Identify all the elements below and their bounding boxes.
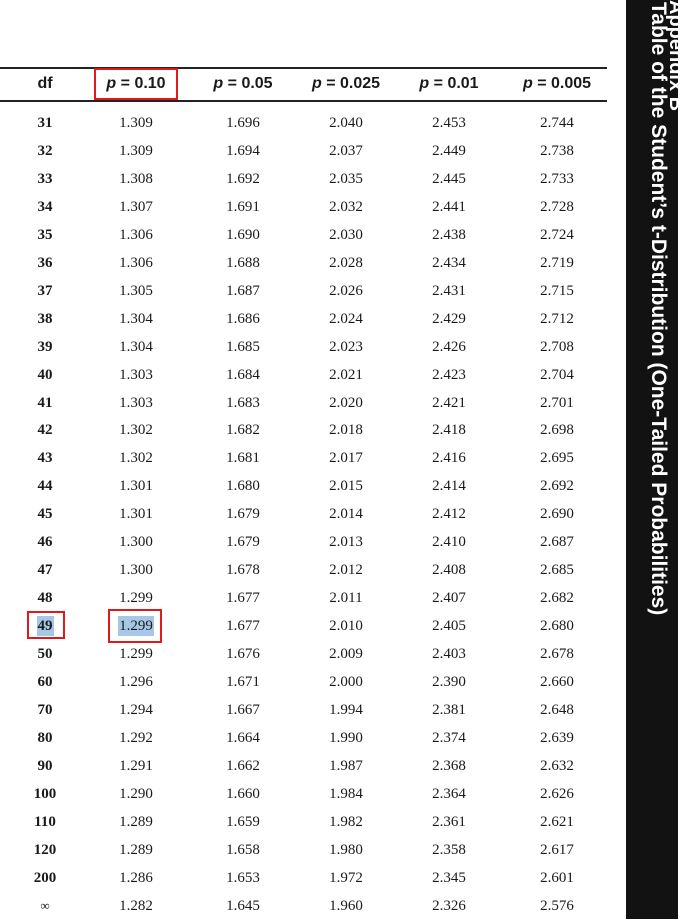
p-symbol: p (311, 75, 322, 92)
df-cell: 100 (33, 785, 57, 802)
df-cell: 41 (37, 394, 53, 411)
table-row (0, 500, 607, 528)
value-p-0025: 2.021 (329, 366, 363, 383)
selected-df-value: 49 (37, 618, 53, 635)
value-p-001: 2.421 (432, 394, 466, 411)
df-cell: 34 (37, 198, 53, 215)
value-p-0005: 2.724 (540, 226, 574, 243)
df-cell: 37 (37, 282, 53, 299)
df-cell (15, 612, 75, 640)
value-p-010: 1.305 (119, 282, 153, 299)
table-title: Table of the Student’s t-Distribution (One-Tailed Probabilities) (647, 2, 670, 616)
value-p-005: 1.683 (226, 394, 260, 411)
header-rule (0, 100, 607, 102)
value-p-005: 1.682 (226, 422, 260, 439)
table-row (0, 361, 607, 389)
df-cell: 40 (37, 366, 53, 383)
value-p-005: 1.680 (226, 478, 260, 495)
value-p-001: 2.374 (432, 729, 466, 746)
value-p-0005: 2.712 (540, 310, 574, 327)
value-p-0025: 2.020 (329, 394, 363, 411)
value-p-0005: 2.632 (540, 757, 574, 774)
value-p-001: 2.414 (432, 478, 466, 495)
header-label: = 0.025 (321, 75, 381, 92)
value-p-0025: 1.987 (329, 757, 363, 774)
value-p-0025: 2.009 (329, 646, 363, 663)
value-p-010: 1.294 (119, 701, 153, 718)
value-p-010: 1.282 (119, 897, 153, 914)
value-p-005: 1.685 (226, 338, 260, 355)
value-p-0005: 2.704 (540, 366, 574, 383)
table-row (0, 472, 607, 500)
header-label: = 0.01 (429, 75, 479, 92)
value-p-005: 1.653 (226, 869, 260, 886)
header-label: = 0.005 (532, 75, 592, 92)
value-p-010: 1.300 (119, 534, 153, 551)
value-p-001: 2.438 (432, 226, 466, 243)
value-p-001: 2.408 (432, 562, 466, 579)
value-p-001: 2.449 (432, 142, 466, 159)
value-p-0005: 2.698 (540, 422, 574, 439)
table-row (0, 752, 607, 780)
value-p-005: 1.690 (226, 226, 260, 243)
table-row (0, 165, 607, 193)
value-p-001: 2.431 (432, 282, 466, 299)
value-p-0005: 2.685 (540, 562, 574, 579)
df-cell: 48 (37, 590, 53, 607)
table-row (0, 668, 607, 696)
value-p-005: 1.645 (226, 897, 260, 914)
value-p-010: 1.301 (119, 478, 153, 495)
value-p-0025: 2.000 (329, 674, 363, 690)
value-p-0025: 2.035 (329, 170, 363, 187)
df-cell: 31 (37, 115, 53, 131)
value-p-001: 2.381 (432, 701, 466, 718)
header-p-010 (95, 69, 177, 99)
value-p-001: 2.426 (432, 338, 466, 355)
value-p-005: 1.662 (226, 757, 260, 774)
table-row (0, 724, 607, 752)
df-cell: 90 (37, 757, 53, 774)
df-cell: 46 (37, 534, 53, 551)
table-row (0, 277, 607, 305)
df-cell: 47 (37, 562, 53, 579)
value-p-001: 2.434 (432, 254, 466, 271)
table-row (0, 416, 607, 444)
value-p-0005: 2.692 (540, 478, 574, 495)
table-row (0, 444, 607, 472)
value-p-010: 1.300 (119, 562, 153, 579)
value-p-005: 1.677 (226, 590, 260, 607)
value-p-010: 1.289 (119, 813, 153, 830)
value-p-0005: 2.690 (540, 506, 574, 523)
value-p-0025: 1.972 (329, 869, 363, 886)
table-row (0, 696, 607, 724)
value-p-0005: 2.639 (540, 729, 574, 746)
table-row (0, 389, 607, 417)
header-p-0005 (510, 69, 604, 99)
value-p-001: 2.358 (432, 841, 466, 858)
value-p-001: 2.445 (432, 170, 466, 187)
value-p-001: 2.368 (432, 757, 466, 774)
df-cell: 110 (34, 813, 56, 830)
value-p-001: 2.403 (432, 646, 466, 663)
value-p-0025: 2.026 (329, 282, 363, 299)
value-p-0005: 2.687 (540, 534, 574, 551)
value-p-001: 2.361 (432, 813, 466, 830)
value-p-010: 1.301 (119, 506, 153, 523)
value-p-0025: 2.011 (329, 590, 363, 607)
appendix-banner (626, 0, 687, 919)
value-p-0025: 1.994 (329, 701, 363, 718)
df-cell: 36 (37, 254, 53, 271)
value-p-0025: 2.010 (329, 618, 363, 635)
value-p-010 (106, 612, 166, 640)
table-row (0, 109, 607, 137)
value-p-005: 1.679 (226, 534, 260, 551)
value-p-010: 1.291 (119, 757, 153, 774)
value-p-0025: 1.980 (329, 841, 363, 858)
appendix-label: Appendix B (665, 0, 687, 112)
value-p-001: 2.429 (432, 310, 466, 327)
value-p-0005: 2.719 (540, 254, 574, 271)
value-p-005: 1.664 (226, 729, 260, 746)
df-cell: 200 (33, 869, 57, 886)
df-cell: 43 (37, 450, 53, 467)
value-p-001: 2.364 (432, 785, 466, 802)
value-p-010: 1.307 (119, 198, 153, 215)
df-cell: 33 (37, 170, 53, 187)
value-p-0005: 2.648 (540, 701, 574, 718)
value-p-005: 1.686 (226, 310, 260, 327)
value-p-0025: 2.015 (329, 478, 363, 495)
value-p-0025: 2.040 (329, 115, 363, 131)
value-p-005: 1.659 (226, 813, 260, 830)
value-p-001: 2.416 (432, 450, 466, 467)
value-p-0025: 1.960 (329, 897, 363, 914)
value-p-010: 1.304 (119, 310, 153, 327)
table-header (0, 69, 607, 99)
value-p-0005: 2.738 (540, 142, 574, 159)
value-p-010: 1.299 (119, 590, 153, 607)
df-cell: 35 (37, 226, 53, 243)
value-p-001: 2.418 (432, 422, 466, 439)
value-p-010: 1.292 (119, 729, 153, 746)
value-p-0025: 1.982 (329, 813, 363, 830)
value-p-0025: 2.030 (329, 226, 363, 243)
header-label: = 0.10 (116, 75, 166, 92)
value-p-0025: 2.028 (329, 254, 363, 271)
table-row (0, 780, 607, 808)
value-p-001: 2.405 (432, 618, 466, 635)
value-p-010: 1.303 (119, 394, 153, 411)
value-p-0025: 2.023 (329, 338, 363, 355)
value-p-010: 1.299 (119, 646, 153, 663)
value-p-0025: 2.012 (329, 562, 363, 579)
value-p-0025: 2.018 (329, 422, 363, 439)
value-p-010: 1.296 (119, 674, 153, 690)
value-p-001: 2.345 (432, 869, 466, 886)
value-p-0005: 2.715 (540, 282, 574, 299)
value-p-005: 1.684 (226, 366, 260, 383)
value-p-005: 1.692 (226, 170, 260, 187)
df-cell: 42 (37, 422, 53, 439)
value-p-005: 1.694 (226, 142, 260, 159)
header-df (25, 69, 65, 99)
value-p-0025: 2.037 (329, 142, 363, 159)
value-p-0025: 1.990 (329, 729, 363, 746)
df-cell: 45 (37, 506, 53, 523)
df-cell: 32 (37, 142, 53, 159)
value-p-010: 1.302 (119, 450, 153, 467)
table-row (0, 528, 607, 556)
table-row (0, 249, 607, 277)
header-label: df (37, 75, 53, 92)
value-p-0025: 2.032 (329, 198, 363, 215)
table-row (0, 612, 607, 640)
value-p-010: 1.304 (119, 338, 153, 355)
value-p-005: 1.677 (226, 618, 260, 635)
value-p-0005: 2.576 (540, 897, 574, 914)
value-p-0005: 2.660 (540, 674, 574, 690)
value-p-0005: 2.733 (540, 170, 574, 187)
value-p-005: 1.688 (226, 254, 260, 271)
table-row (0, 333, 607, 361)
df-cell: 38 (37, 310, 53, 327)
value-p-0005: 2.682 (540, 590, 574, 607)
df-cell: 120 (33, 841, 57, 858)
value-p-005: 1.658 (226, 841, 260, 858)
selected-critical-value: 1.299 (119, 618, 153, 635)
value-p-0005: 2.728 (540, 198, 574, 215)
table-row (0, 892, 607, 920)
value-p-005: 1.691 (226, 198, 260, 215)
value-p-0005: 2.708 (540, 338, 574, 355)
value-p-0005: 2.695 (540, 450, 574, 467)
value-p-0005: 2.678 (540, 646, 574, 663)
value-p-010: 1.308 (119, 170, 153, 187)
header-p-001 (407, 69, 491, 99)
value-p-001: 2.441 (432, 198, 466, 215)
value-p-010: 1.286 (119, 869, 153, 886)
value-p-010: 1.306 (119, 226, 153, 243)
value-p-010: 1.289 (119, 841, 153, 858)
value-p-0025: 2.013 (329, 534, 363, 551)
value-p-010: 1.302 (119, 422, 153, 439)
value-p-001: 2.410 (432, 534, 466, 551)
value-p-005: 1.687 (226, 282, 260, 299)
value-p-005: 1.671 (226, 674, 260, 690)
p-symbol: p (213, 75, 224, 92)
value-p-0025: 2.014 (329, 506, 363, 523)
table-row (0, 221, 607, 249)
value-p-0005: 2.621 (540, 813, 574, 830)
p-symbol: p (106, 75, 117, 92)
value-p-0005: 2.680 (540, 618, 574, 635)
value-p-0025: 1.984 (329, 785, 363, 802)
header-p-0025 (300, 69, 392, 99)
value-p-0005: 2.617 (540, 841, 574, 858)
df-cell: 70 (37, 701, 53, 718)
p-symbol: p (419, 75, 430, 92)
value-p-0005: 2.601 (540, 869, 574, 886)
value-p-0005: 2.626 (540, 785, 574, 802)
value-p-005: 1.679 (226, 506, 260, 523)
header-p-005 (203, 69, 283, 99)
table-row (0, 193, 607, 221)
df-cell: ∞ (40, 897, 50, 913)
value-p-005: 1.678 (226, 562, 260, 579)
value-p-0005: 2.701 (540, 394, 574, 411)
value-p-005: 1.681 (226, 450, 260, 467)
value-p-005: 1.696 (226, 115, 260, 131)
header-label: = 0.05 (223, 75, 273, 92)
value-p-010: 1.290 (119, 785, 153, 802)
value-p-010: 1.309 (119, 142, 153, 159)
table-row (0, 305, 607, 333)
value-p-0025: 2.017 (329, 450, 363, 467)
value-p-010: 1.303 (119, 366, 153, 383)
p-symbol: p (522, 75, 533, 92)
df-cell: 50 (37, 646, 53, 663)
df-cell: 60 (37, 674, 53, 690)
value-p-010: 1.309 (119, 115, 153, 131)
value-p-001: 2.326 (432, 897, 466, 914)
value-p-0005: 2.744 (540, 115, 574, 131)
value-p-001: 2.407 (432, 590, 466, 607)
df-cell: 44 (37, 478, 53, 495)
table-row (0, 556, 607, 584)
value-p-005: 1.676 (226, 646, 260, 663)
table-row (0, 808, 607, 836)
value-p-001: 2.453 (432, 115, 466, 131)
table-row (0, 864, 607, 892)
value-p-005: 1.660 (226, 785, 260, 802)
value-p-001: 2.412 (432, 506, 466, 523)
table-row (0, 836, 607, 864)
value-p-010: 1.306 (119, 254, 153, 271)
table-row (0, 640, 607, 668)
table-row (0, 584, 607, 612)
value-p-005: 1.667 (226, 701, 260, 718)
table-row (0, 137, 607, 165)
value-p-001: 2.423 (432, 366, 466, 383)
value-p-0025: 2.024 (329, 310, 363, 327)
df-cell: 80 (37, 729, 53, 746)
df-cell: 39 (37, 338, 53, 355)
value-p-001: 2.390 (432, 674, 466, 690)
